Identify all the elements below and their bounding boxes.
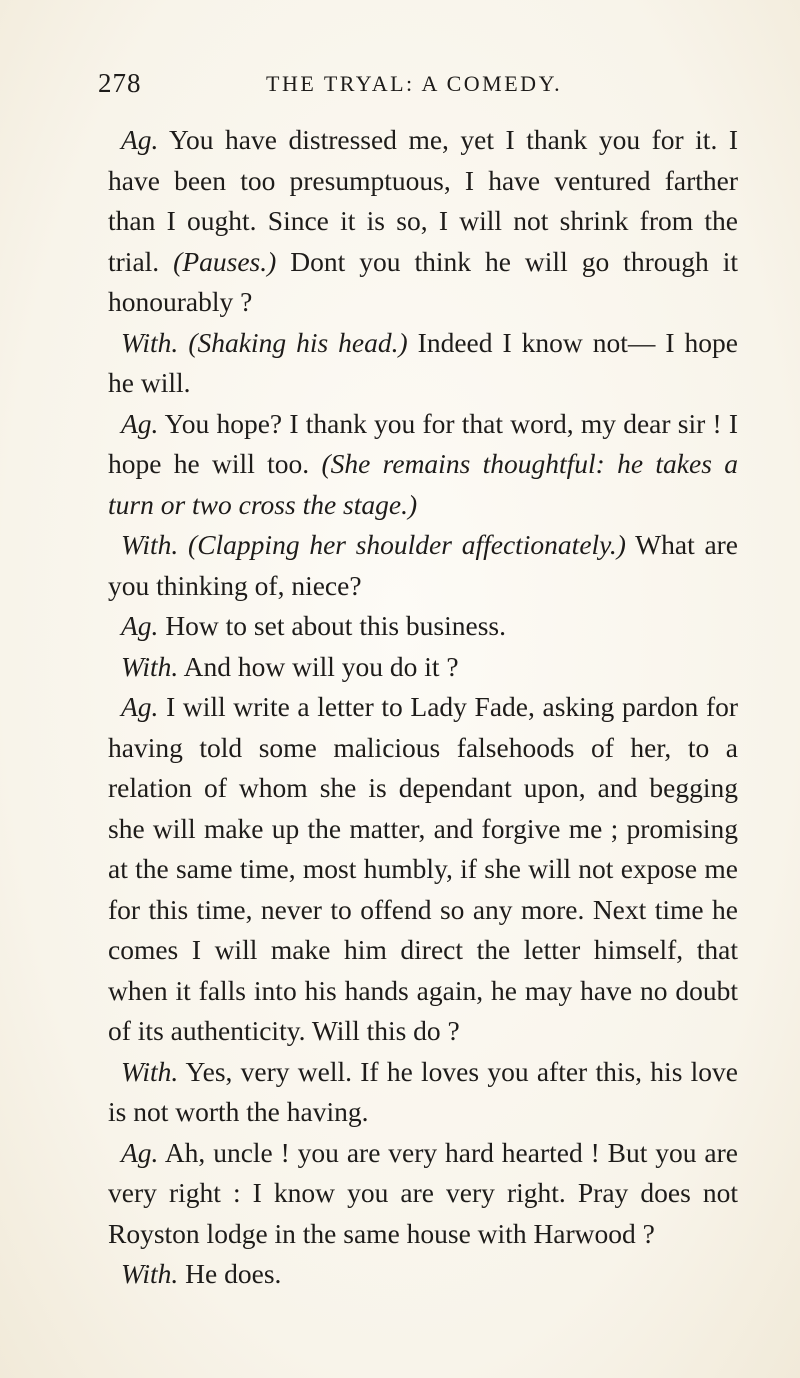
speaker-name: With. [121, 1055, 179, 1087]
dialogue-line: And how will you do it ? [183, 650, 459, 682]
speech-paragraph [108, 606, 738, 647]
speech-paragraph [108, 1133, 738, 1255]
speech-paragraph [108, 404, 738, 526]
dialogue-line: What are you thinking of, niece? [108, 529, 739, 601]
speaker-name: Ag. [121, 691, 159, 722]
speaker-name: With. [121, 326, 179, 358]
dialogue-line: You have distressed me, yet I thank you for it. I have been too presumptuous, I have ventured farther than I ought. Since it is so, I will not shrink from the trial. [108, 124, 738, 277]
speaker-name: With. [121, 1258, 179, 1289]
stage-direction: (She remains thoughtful: he takes a turn or two cross the stage.) [108, 448, 738, 520]
speaker-name: Ag. [121, 407, 159, 439]
speech-paragraph [108, 687, 738, 1052]
speech-paragraph [108, 647, 738, 688]
dialogue-line: Yes, very well. If he loves you after this, his love is not worth the having. [108, 1055, 738, 1127]
dialogue-line: Dont you think he will go through it honourably ? [108, 245, 738, 317]
speech-paragraph [108, 323, 738, 404]
dialogue-line: Indeed I know not— I hope he will. [108, 326, 739, 398]
speaker-name: With. [121, 529, 179, 560]
speech-paragraph [108, 1254, 738, 1295]
dialogue-line: I will write a letter to Lady Fade, asking pardon for having told some malicious falsehoods of her, to a relation of whom she is dependant upon, and begging she will make up the matter, and forgive me ; promising at the same time, most humbly, if she will not expose me for this time, never to offend so any more. Next time he comes I will make him direct the letter himself, that when it falls into his hands again, he may have no doubt of its authenticity. Will this do ? [108, 691, 739, 1046]
dialogue-line: You hope? I thank you for that word, my dear sir ! I hope he will too. [108, 407, 738, 479]
speech-paragraph [108, 1052, 738, 1133]
speaker-name: With. [121, 650, 179, 682]
dialogue-line: He does. [185, 1258, 282, 1289]
running-head: THE TRYAL: A COMEDY. [266, 71, 563, 96]
speaker-name: Ag. [121, 610, 159, 641]
dialogue-text [108, 120, 738, 1295]
dialogue-line: How to set about this business. [165, 610, 507, 641]
stage-direction: (Pauses.) [173, 245, 277, 277]
speech-paragraph [108, 120, 738, 323]
stage-direction: (Shaking his head.) [188, 326, 408, 358]
speech-paragraph [108, 525, 738, 606]
speaker-name: Ag. [121, 124, 159, 155]
dialogue-line: Ah, uncle ! you are very hard hearted ! But you are very right : I know you are very right. Pray does not Royston lodge in the same house with Harwood ? [108, 1136, 738, 1249]
speaker-name: Ag. [121, 1136, 159, 1168]
page-header [98, 62, 738, 102]
stage-direction: (Clapping her shoulder affectionately.) [188, 529, 626, 560]
page-number: 278 [98, 68, 142, 98]
